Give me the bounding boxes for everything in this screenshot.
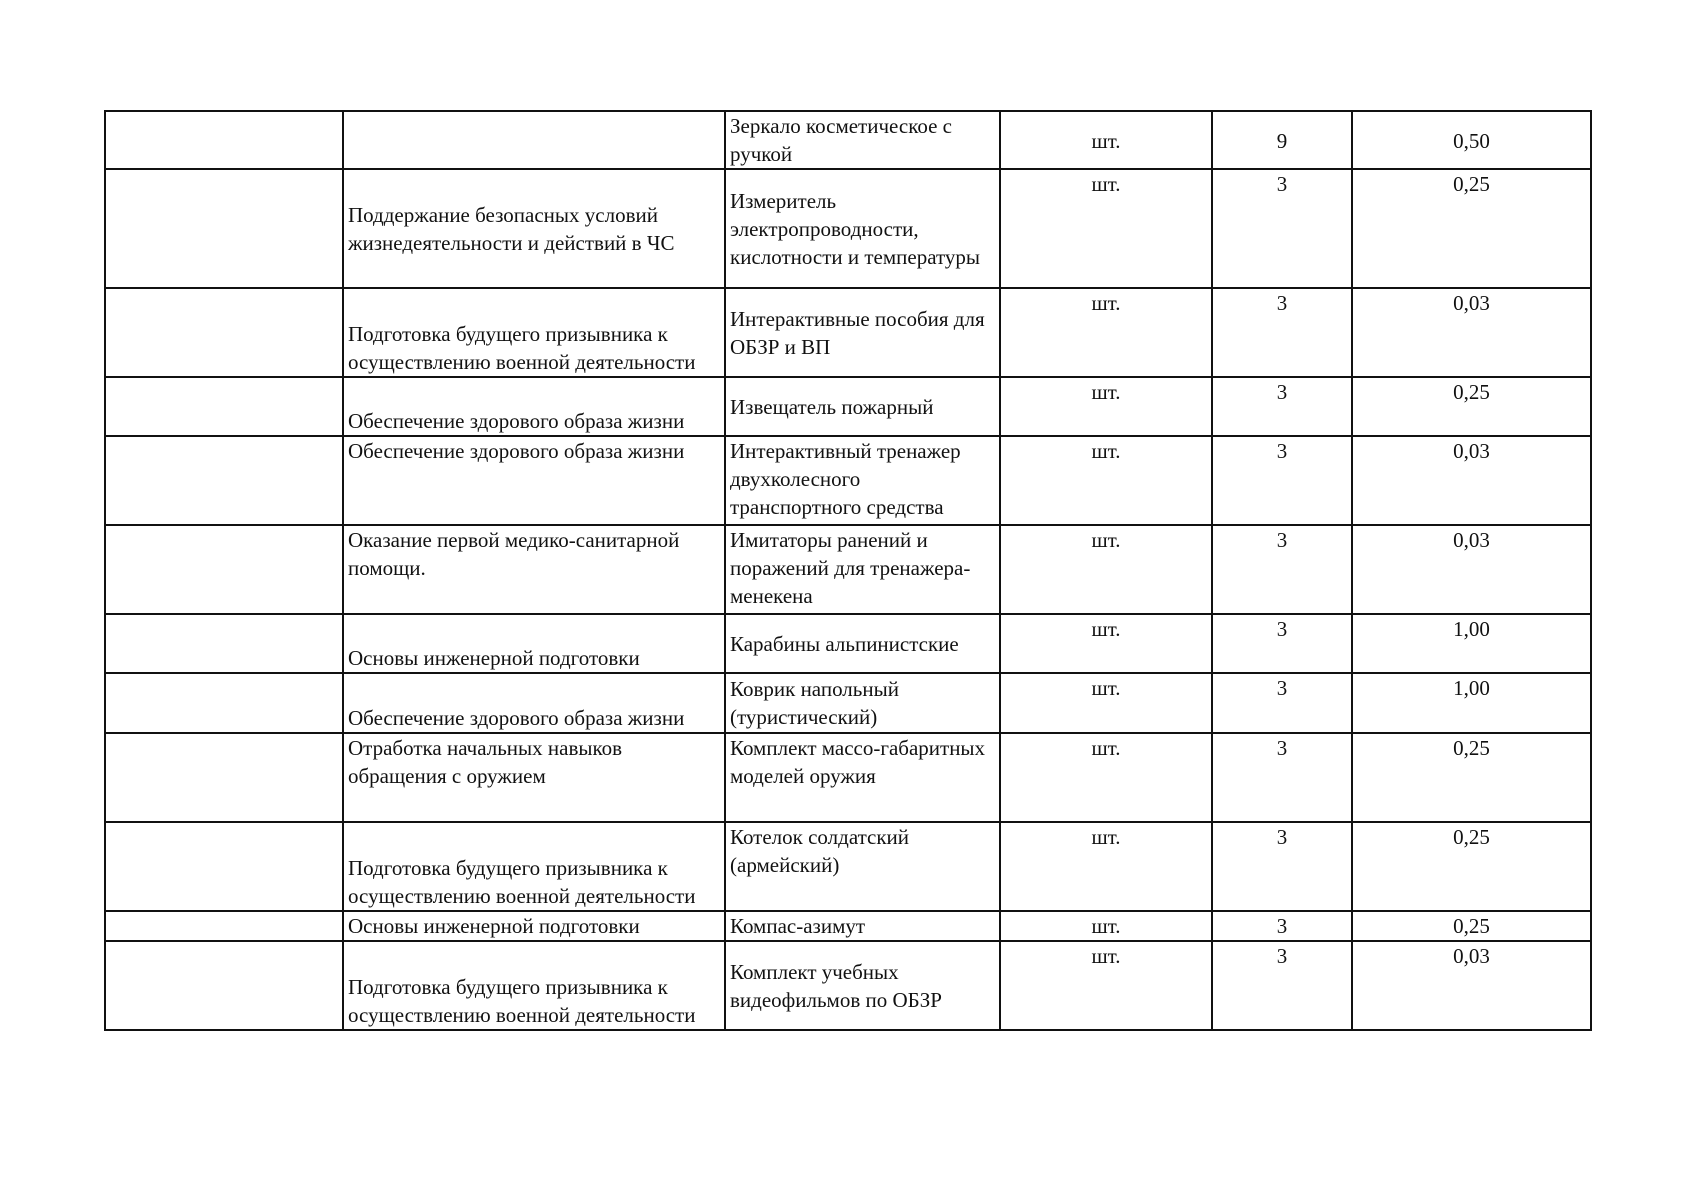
unit-cell: шт. — [1000, 941, 1212, 1030]
unit-cell: шт. — [1000, 673, 1212, 733]
table-row — [105, 436, 1591, 525]
topic-cell: Основы инженерной подготовки — [343, 911, 725, 941]
number-cell — [105, 377, 343, 436]
quantity-cell: 3 — [1212, 377, 1352, 436]
topic-cell: Обеспечение здорового образа жизни — [343, 436, 725, 525]
table-row — [105, 111, 1591, 169]
unit-cell: шт. — [1000, 169, 1212, 288]
item-cell: Имитаторы ранений и поражений для тренажера-менекена — [725, 525, 1000, 614]
ratio-cell: 0,25 — [1352, 377, 1591, 436]
item-cell: Измеритель электропроводности, кислотности и температуры — [725, 169, 1000, 288]
unit-cell: шт. — [1000, 911, 1212, 941]
topic-cell: Поддержание безопасных условий жизнедеятельности и действий в ЧС — [343, 169, 725, 288]
unit-cell: шт. — [1000, 525, 1212, 614]
quantity-cell: 3 — [1212, 436, 1352, 525]
item-cell: Интерактивные пособия для ОБЗР и ВП — [725, 288, 1000, 377]
table-row — [105, 525, 1591, 614]
number-cell — [105, 169, 343, 288]
quantity-cell: 3 — [1212, 288, 1352, 377]
table-row — [105, 941, 1591, 1030]
item-cell: Карабины альпинистские — [725, 614, 1000, 673]
unit-cell — [1000, 111, 1212, 169]
table-row — [105, 911, 1591, 941]
topic-cell — [343, 111, 725, 169]
topic-cell: Отработка начальных навыков обращения с оружием — [343, 733, 725, 822]
ratio-cell — [1352, 111, 1591, 169]
unit-cell: шт. — [1000, 614, 1212, 673]
equipment-table — [104, 110, 1592, 1031]
number-cell — [105, 733, 343, 822]
topic-cell: Обеспечение здорового образа жизни — [343, 673, 725, 733]
table-row — [105, 169, 1591, 288]
item-cell: Зеркало косметическое с ручкой — [725, 111, 1000, 169]
unit-cell: шт. — [1000, 733, 1212, 822]
item-cell: Комплект массо-габаритных моделей оружия — [725, 733, 1000, 822]
number-cell — [105, 911, 343, 941]
unit-cell: шт. — [1000, 377, 1212, 436]
unit-text: шт. — [1091, 129, 1121, 153]
topic-cell: Обеспечение здорового образа жизни — [343, 377, 725, 436]
quantity-cell: 3 — [1212, 822, 1352, 911]
unit-cell: шт. — [1000, 822, 1212, 911]
number-cell — [105, 288, 343, 377]
table-row — [105, 673, 1591, 733]
unit-cell: шт. — [1000, 436, 1212, 525]
item-cell: Комплект учебных видеофильмов по ОБЗР — [725, 941, 1000, 1030]
item-cell: Извещатель пожарный — [725, 377, 1000, 436]
unit-cell: шт. — [1000, 288, 1212, 377]
topic-cell: Основы инженерной подготовки — [343, 614, 725, 673]
topic-cell: Оказание первой медико-санитарной помощи. — [343, 525, 725, 614]
quantity-cell: 3 — [1212, 941, 1352, 1030]
number-cell — [105, 673, 343, 733]
number-cell — [105, 111, 343, 169]
topic-cell: Подготовка будущего призывника к осуществлению военной деятельности — [343, 941, 725, 1030]
topic-cell: Подготовка будущего призывника к осуществлению военной деятельности — [343, 822, 725, 911]
table-row — [105, 614, 1591, 673]
number-cell — [105, 525, 343, 614]
number-cell — [105, 941, 343, 1030]
quantity-cell: 3 — [1212, 733, 1352, 822]
ratio-cell: 1,00 — [1352, 673, 1591, 733]
table-row — [105, 733, 1591, 822]
ratio-text: 0,50 — [1453, 129, 1490, 153]
ratio-cell: 0,25 — [1352, 733, 1591, 822]
number-cell — [105, 822, 343, 911]
quantity-cell — [1212, 111, 1352, 169]
number-cell — [105, 614, 343, 673]
quantity-cell: 3 — [1212, 169, 1352, 288]
ratio-cell: 0,03 — [1352, 525, 1591, 614]
ratio-cell: 0,25 — [1352, 169, 1591, 288]
ratio-cell: 1,00 — [1352, 614, 1591, 673]
item-cell: Котелок солдатский (армейский) — [725, 822, 1000, 911]
ratio-cell: 0,03 — [1352, 436, 1591, 525]
ratio-cell: 0,03 — [1352, 941, 1591, 1030]
quantity-cell: 3 — [1212, 911, 1352, 941]
number-cell — [105, 436, 343, 525]
ratio-cell: 0,03 — [1352, 288, 1591, 377]
item-cell: Компас-азимут — [725, 911, 1000, 941]
quantity-text: 9 — [1276, 129, 1288, 153]
item-cell: Интерактивный тренажер двухколесного транспортного средства — [725, 436, 1000, 525]
item-cell: Коврик напольный (туристический) — [725, 673, 1000, 733]
table-row — [105, 377, 1591, 436]
ratio-cell: 0,25 — [1352, 911, 1591, 941]
table-row — [105, 288, 1591, 377]
quantity-cell: 3 — [1212, 614, 1352, 673]
topic-cell: Подготовка будущего призывника к осуществлению военной деятельности — [343, 288, 725, 377]
quantity-cell: 3 — [1212, 673, 1352, 733]
quantity-cell: 3 — [1212, 525, 1352, 614]
ratio-cell: 0,25 — [1352, 822, 1591, 911]
table-row — [105, 822, 1591, 911]
